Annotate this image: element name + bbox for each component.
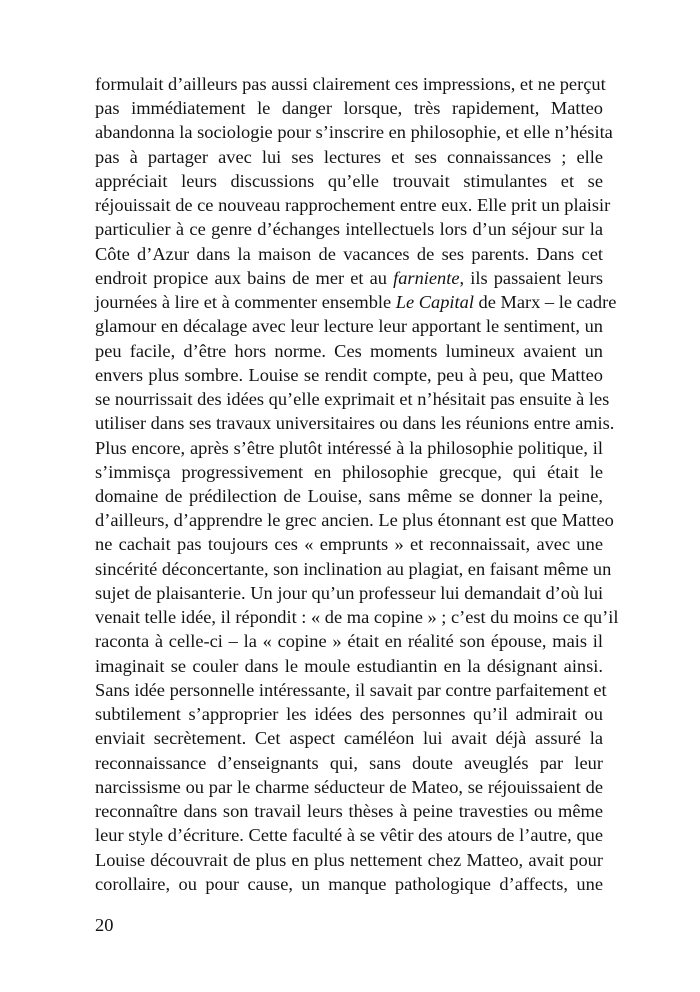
body-text (95, 72, 619, 896)
text-line: reconnaissance d’enseignants qui, sans doute aveuglés par leur (95, 752, 603, 773)
text-line: domaine de prédilection de Louise, sans même se donner la peine, (95, 485, 603, 506)
text-line: ne cachait pas toujours ces « emprunts » et reconnaissait, avec une (95, 534, 603, 555)
text-line: reconnaître dans son travail leurs thèses à peine travesties ou même (95, 801, 603, 822)
italic-title-le-capital: Le Capital (395, 292, 474, 313)
text-line: subtilement s’approprier les idées des personnes qu’il admirait ou (95, 704, 603, 725)
text-line: particulier à ce genre d’échanges intellectuels lors d’un séjour sur la (95, 219, 603, 240)
text-segment: de Marx – le cadre (473, 292, 617, 313)
text-line: Côte d’Azur dans la maison de vacances de ses parents. Dans cet (95, 243, 603, 264)
text-line: d’ailleurs, d’apprendre le grec ancien. Le plus étonnant est que Matteo (95, 510, 614, 531)
text-line: glamour en décalage avec leur lecture leur apportant le sentiment, un (95, 316, 603, 337)
text-line: pas à partager avec lui ses lectures et ses connaissances ; elle (95, 146, 603, 167)
text-line: corollaire, ou pour cause, un manque pathologique d’affects, une (95, 873, 603, 894)
text-line: Plus encore, après s’être plutôt intéressé à la philosophie politique, il (95, 437, 603, 458)
text-line: venait telle idée, il répondit : « de ma copine » ; c’est du moins ce qu’il (95, 607, 619, 628)
text-segment: , ils passaient leurs (459, 267, 603, 288)
text-segment: journées à lire et à commenter ensemble (95, 292, 396, 313)
text-line: se nourrissait des idées qu’elle exprimait et n’hésitait pas ensuite à les (95, 389, 610, 410)
text-line: sincérité déconcertante, son inclination au plagiat, en faisant même un (95, 558, 612, 579)
text-line: envers plus sombre. Louise se rendit compte, peu à peu, que Matteo (95, 364, 603, 385)
text-segment: endroit propice aux bains de mer et au (95, 267, 394, 288)
text-line: enviait secrètement. Cet aspect caméléon lui avait déjà assuré la (95, 728, 603, 749)
text-line: appréciait leurs discussions qu’elle trouvait stimulantes et se (95, 170, 603, 191)
text-line: raconta à celle-ci – la « copine » était en réalité son épouse, mais il (95, 631, 603, 652)
italic-term-farniente: farniente (393, 267, 460, 288)
text-line: Louise découvrait de plus en plus nettement chez Matteo, avait pour (95, 849, 603, 870)
text-line: pas immédiatement le danger lorsque, très rapidement, Matteo (95, 98, 603, 119)
text-line: formulait d’ailleurs pas aussi clairement ces impressions, et ne perçut (95, 74, 606, 94)
text-line: peu facile, d’être hors norme. Ces moments lumineux avaient un (95, 340, 603, 361)
text-line-with-italic (95, 266, 603, 290)
text-line: abandonna la sociologie pour s’inscrire en philosophie, et elle n’hésita (95, 122, 613, 143)
text-line: imaginait se couler dans le moule estudiantin en la désignant ainsi. (95, 655, 603, 676)
text-line: sujet de plaisanterie. Un jour qu’un professeur lui demandait d’où lui (95, 582, 604, 603)
text-line: narcissisme ou par le charme séducteur de Mateo, se réjouissaient de (95, 776, 603, 797)
text-line-with-italic (95, 290, 617, 314)
page-number: 20 (95, 915, 114, 935)
text-line: s’immisça progressivement en philosophie grecque, qui était le (95, 461, 603, 482)
text-line: Sans idée personnelle intéressante, il savait par contre parfaitement et (95, 679, 607, 700)
text-line: réjouissait de ce nouveau rapprochement entre eux. Elle prit un plaisir (95, 195, 611, 216)
text-line: utiliser dans ses travaux universitaires ou dans les réunions entre amis. (95, 413, 615, 434)
text-line: leur style d’écriture. Cette faculté à se vêtir des atours de l’autre, que (95, 825, 603, 846)
